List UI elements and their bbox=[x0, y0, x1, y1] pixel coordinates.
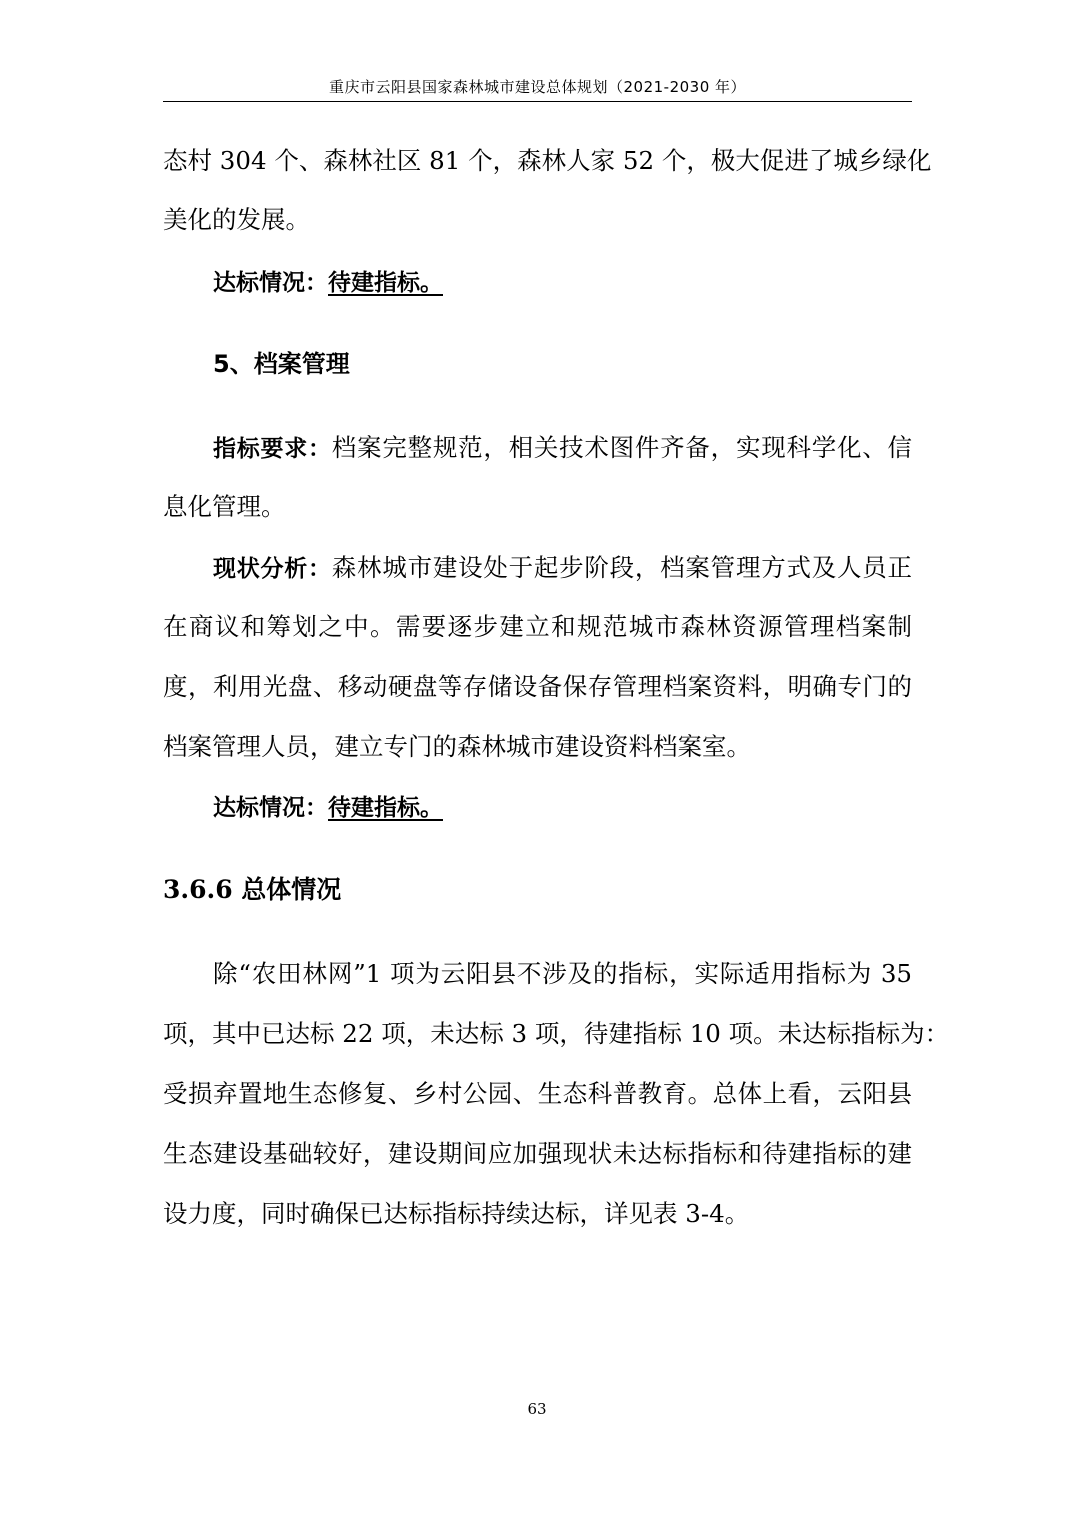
analysis-line-1 bbox=[213, 551, 912, 586]
intro-line-1: 态村 304 个、森林社区 81 个，森林人家 52 个，极大促进了城乡绿化 bbox=[163, 146, 932, 175]
summary-line-5: 设力度，同时确保已达标指标持续达标，详见表 3-4。 bbox=[163, 1199, 750, 1228]
status-line-2 bbox=[213, 790, 912, 825]
section-heading: 3.6.6 总体情况 bbox=[163, 875, 342, 904]
summary-line-1: 除“农田林网”1 项为云阳县不涉及的指标，实际适用指标为 35 bbox=[213, 959, 912, 988]
analysis-text: 森林城市建设处于起步阶段，档案管理方式及人员正 bbox=[331, 553, 912, 582]
summary-line-2: 项，其中已达标 22 项，未达标 3 项，待建指标 10 项。未达标指标为： bbox=[163, 1019, 950, 1048]
analysis-line-4: 档案管理人员，建立专门的森林城市建设资料档案室。 bbox=[163, 732, 751, 761]
status-label: 达标情况： bbox=[213, 795, 328, 821]
page-number: 63 bbox=[527, 1400, 547, 1418]
requirement-label: 指标要求： bbox=[213, 436, 332, 462]
status-line-1 bbox=[213, 265, 912, 300]
status-value: 待建指标。 bbox=[328, 270, 443, 296]
intro-line-2: 美化的发展。 bbox=[163, 205, 310, 234]
item-5-heading: 5、档案管理 bbox=[213, 350, 350, 378]
analysis-label: 现状分析： bbox=[213, 556, 332, 582]
page-header: 重庆市云阳县国家森林城市建设总体规划（2021-2030 年） bbox=[163, 74, 912, 102]
status-value: 待建指标。 bbox=[328, 795, 443, 821]
requirement-text: 档案完整规范，相关技术图件齐备，实现科学化、信 bbox=[331, 433, 912, 462]
requirement-line-1 bbox=[213, 431, 912, 466]
requirement-line-2: 息化管理。 bbox=[163, 492, 286, 521]
analysis-line-3: 度，利用光盘、移动硬盘等存储设备保存管理档案资料，明确专门的 bbox=[163, 672, 912, 701]
summary-line-3: 受损弃置地生态修复、乡村公园、生态科普教育。总体上看，云阳县 bbox=[163, 1079, 912, 1108]
summary-line-4: 生态建设基础较好，建设期间应加强现状未达标指标和待建指标的建 bbox=[163, 1139, 912, 1168]
analysis-line-2: 在商议和筹划之中。需要逐步建立和规范城市森林资源管理档案制 bbox=[163, 612, 912, 641]
status-label: 达标情况： bbox=[213, 270, 328, 296]
